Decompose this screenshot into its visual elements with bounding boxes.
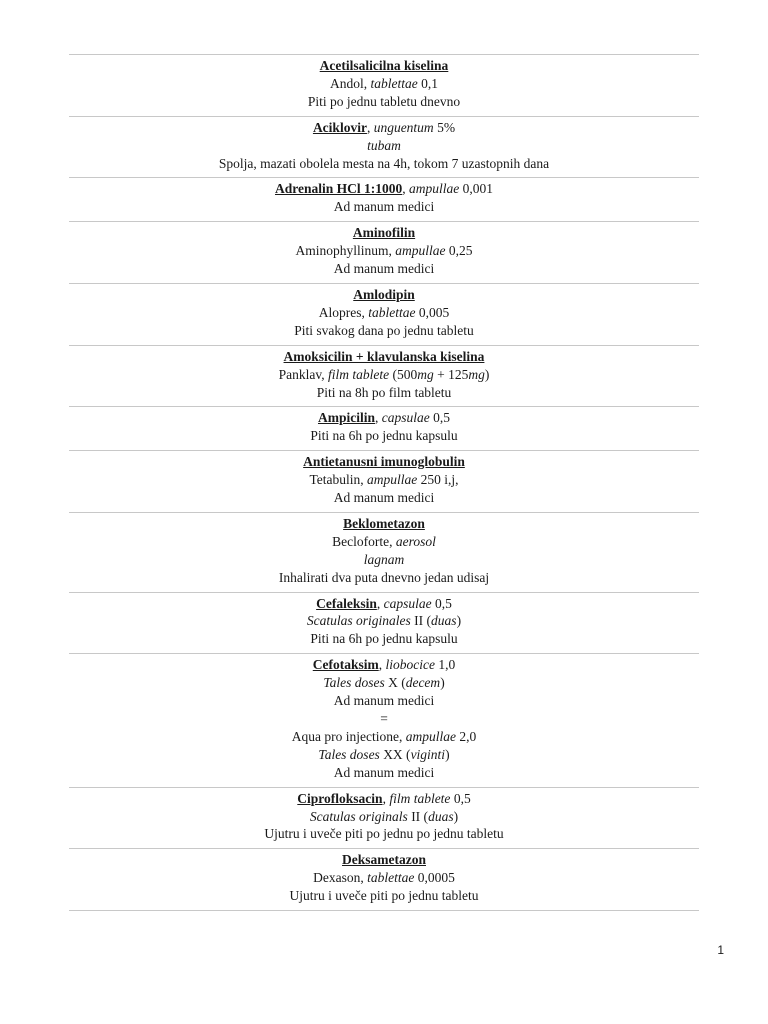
prescription-line xyxy=(69,304,699,322)
italic-text: capsulae xyxy=(383,595,432,611)
prescription-line xyxy=(69,366,699,384)
text-segment: XX ( xyxy=(379,746,411,762)
drug-name: Cefotaksim xyxy=(312,657,379,673)
table-row xyxy=(69,407,699,451)
prescription-line xyxy=(69,155,699,173)
prescription-line xyxy=(69,674,699,692)
italic-text: mg xyxy=(468,366,485,382)
italic-text: decem xyxy=(405,675,441,691)
italic-text: aerosol xyxy=(395,533,436,549)
text-segment: II ( xyxy=(407,808,429,824)
text-segment: Piti svakog dana po jednu tabletu xyxy=(294,322,474,338)
text-segment: Becloforte, xyxy=(332,533,396,549)
text-segment: 5% xyxy=(433,119,456,135)
text-segment: Ad manum medici xyxy=(333,490,435,506)
drug-name: Aciklovir xyxy=(312,119,367,135)
italic-text: liobocice xyxy=(385,657,435,673)
drug-title-line xyxy=(69,656,699,674)
text-segment: 0,1 xyxy=(417,75,438,91)
text-segment: Ad manum medici xyxy=(333,199,435,215)
italic-text: tablettae xyxy=(367,870,415,886)
text-segment: Tetabulin, xyxy=(309,472,368,488)
text-segment: 2,0 xyxy=(455,728,477,744)
text-segment: 0,005 xyxy=(415,304,450,320)
text-segment: 250 i,j, xyxy=(417,472,459,488)
prescription-line xyxy=(69,710,699,728)
prescription-line xyxy=(69,322,699,340)
italic-text: tubam xyxy=(367,137,401,153)
table-row xyxy=(69,513,699,593)
prescription-line xyxy=(69,764,699,782)
text-segment: ) xyxy=(484,366,490,382)
text-segment: ) xyxy=(453,808,459,824)
drug-title-line xyxy=(69,224,699,242)
text-segment: Spolja, mazati obolela mesta na 4h, tokom 7 uzastopnih dana xyxy=(218,155,550,171)
prescription-table xyxy=(69,54,699,911)
table-row xyxy=(69,451,699,513)
prescription-line xyxy=(69,489,699,507)
italic-text: Tales doses xyxy=(318,746,380,762)
text-segment: , xyxy=(375,410,382,426)
drug-title-line xyxy=(69,595,699,613)
italic-text: film tablete xyxy=(328,366,390,382)
text-segment: Piti na 8h po film tabletu xyxy=(316,384,452,400)
prescription-line xyxy=(69,612,699,630)
italic-text: Tales doses xyxy=(323,675,385,691)
text-segment: ) xyxy=(440,675,445,691)
text-segment: Aqua pro injectione, xyxy=(291,728,406,744)
italic-text: capsulae xyxy=(381,410,430,426)
italic-text: ampullae xyxy=(367,472,418,488)
drug-title-line xyxy=(69,453,699,471)
prescription-line xyxy=(69,569,699,587)
prescription-line xyxy=(69,427,699,445)
table-row xyxy=(69,55,699,117)
drug-name: Acetilsalicilna kiselina xyxy=(319,58,449,73)
text-segment: Ujutru i uveče piti po jednu tabletu xyxy=(289,888,479,904)
prescription-line xyxy=(69,808,699,826)
text-segment: , xyxy=(376,595,384,611)
prescription-line xyxy=(69,93,699,111)
drug-name: Deksametazon xyxy=(342,852,426,868)
table-row xyxy=(69,654,699,787)
prescription-line xyxy=(69,825,699,843)
text-segment: 0,5 xyxy=(429,410,450,426)
prescription-line xyxy=(69,384,699,402)
table-row xyxy=(69,346,699,408)
prescription-line xyxy=(69,260,699,278)
italic-text: ampullae xyxy=(405,728,456,744)
text-segment: , xyxy=(402,181,409,197)
prescription-line xyxy=(69,630,699,648)
text-segment: Aminophyllinum, xyxy=(295,243,396,259)
drug-title-line xyxy=(69,180,699,198)
drug-name: Antietanusni imunoglobulin xyxy=(303,454,465,470)
text-segment: Ad manum medici xyxy=(333,261,435,277)
text-segment: + 125 xyxy=(433,366,469,382)
drug-name: Ampicilin xyxy=(317,410,375,426)
text-segment: II ( xyxy=(410,613,432,629)
text-segment: Ad manum medici xyxy=(333,764,435,780)
italic-text: ampullae xyxy=(395,243,446,259)
prescription-line xyxy=(69,137,699,155)
italic-text: viginti xyxy=(410,746,446,762)
text-segment: ) xyxy=(456,613,462,629)
italic-text: mg xyxy=(417,366,434,382)
italic-text: unguentum xyxy=(373,119,434,135)
prescription-line xyxy=(69,869,699,887)
page-number: 1 xyxy=(717,943,724,957)
table-row xyxy=(69,178,699,222)
text-segment: Alopres, xyxy=(318,304,369,320)
text-segment: Panklav, xyxy=(278,366,328,382)
text-segment: 1,0 xyxy=(434,657,456,673)
table-row xyxy=(69,593,699,655)
text-segment: Piti po jednu tabletu dnevno xyxy=(307,93,461,109)
italic-text: ampullae xyxy=(409,181,460,197)
drug-title-line xyxy=(69,57,699,75)
text-segment: 0,5 xyxy=(431,595,452,611)
text-segment: (500 xyxy=(389,366,418,382)
prescription-line xyxy=(69,533,699,551)
drug-title-line xyxy=(69,286,699,304)
prescription-line xyxy=(69,75,699,93)
prescription-line xyxy=(69,198,699,216)
prescription-line xyxy=(69,692,699,710)
drug-name: Amoksicilin + klavulanska kiselina xyxy=(283,348,485,364)
text-segment: 0,5 xyxy=(450,790,471,806)
drug-name: Cefaleksin xyxy=(316,595,377,611)
text-segment: 0,0005 xyxy=(414,870,455,886)
table-row xyxy=(69,117,699,179)
text-segment: Inhalirati dva puta dnevno jedan udisaj xyxy=(278,569,490,585)
text-segment: Dexason, xyxy=(313,870,368,886)
prescription-line xyxy=(69,887,699,905)
italic-text: lagnam xyxy=(363,551,405,567)
text-segment: Ad manum medici xyxy=(333,693,435,709)
text-segment: = xyxy=(380,711,388,726)
prescription-line xyxy=(69,551,699,569)
text-segment: Ujutru i uveče piti po jednu po jednu tabletu xyxy=(264,826,504,842)
drug-title-line xyxy=(69,409,699,427)
table-row xyxy=(69,849,699,911)
prescription-line xyxy=(69,728,699,746)
text-segment: 0,001 xyxy=(459,181,493,197)
text-segment: , xyxy=(378,657,386,673)
table-row xyxy=(69,788,699,850)
italic-text: Scatulas originales xyxy=(306,613,411,629)
text-segment: ) xyxy=(445,746,450,762)
text-segment: Piti na 6h po jednu kapsulu xyxy=(310,428,458,444)
text-segment: X ( xyxy=(384,675,406,691)
text-segment: , xyxy=(382,790,390,806)
drug-title-line xyxy=(69,119,699,137)
italic-text: duas xyxy=(428,808,454,824)
table-row xyxy=(69,222,699,284)
text-segment: Piti na 6h po jednu kapsulu xyxy=(310,631,458,647)
drug-title-line xyxy=(69,851,699,869)
text-segment: , xyxy=(366,119,374,135)
italic-text: Scatulas originals xyxy=(309,808,408,824)
drug-name: Beklometazon xyxy=(343,515,425,531)
drug-title-line xyxy=(69,790,699,808)
italic-text: tablettae xyxy=(370,75,418,91)
italic-text: duas xyxy=(431,613,457,629)
text-segment: 0,25 xyxy=(445,243,473,259)
text-segment: Andol, xyxy=(330,75,371,91)
drug-title-line xyxy=(69,515,699,533)
drug-name: Ciprofloksacin xyxy=(297,790,383,806)
italic-text: film tablete xyxy=(389,790,451,806)
prescription-line xyxy=(69,746,699,764)
italic-text: tablettae xyxy=(368,304,416,320)
drug-name: Adrenalin HCl 1:1000 xyxy=(274,181,403,197)
prescription-line xyxy=(69,471,699,489)
table-row xyxy=(69,284,699,346)
drug-name: Aminofilin xyxy=(352,225,416,241)
drug-name: Amlodipin xyxy=(353,286,415,302)
drug-title-line xyxy=(69,348,699,366)
prescription-line xyxy=(69,242,699,260)
